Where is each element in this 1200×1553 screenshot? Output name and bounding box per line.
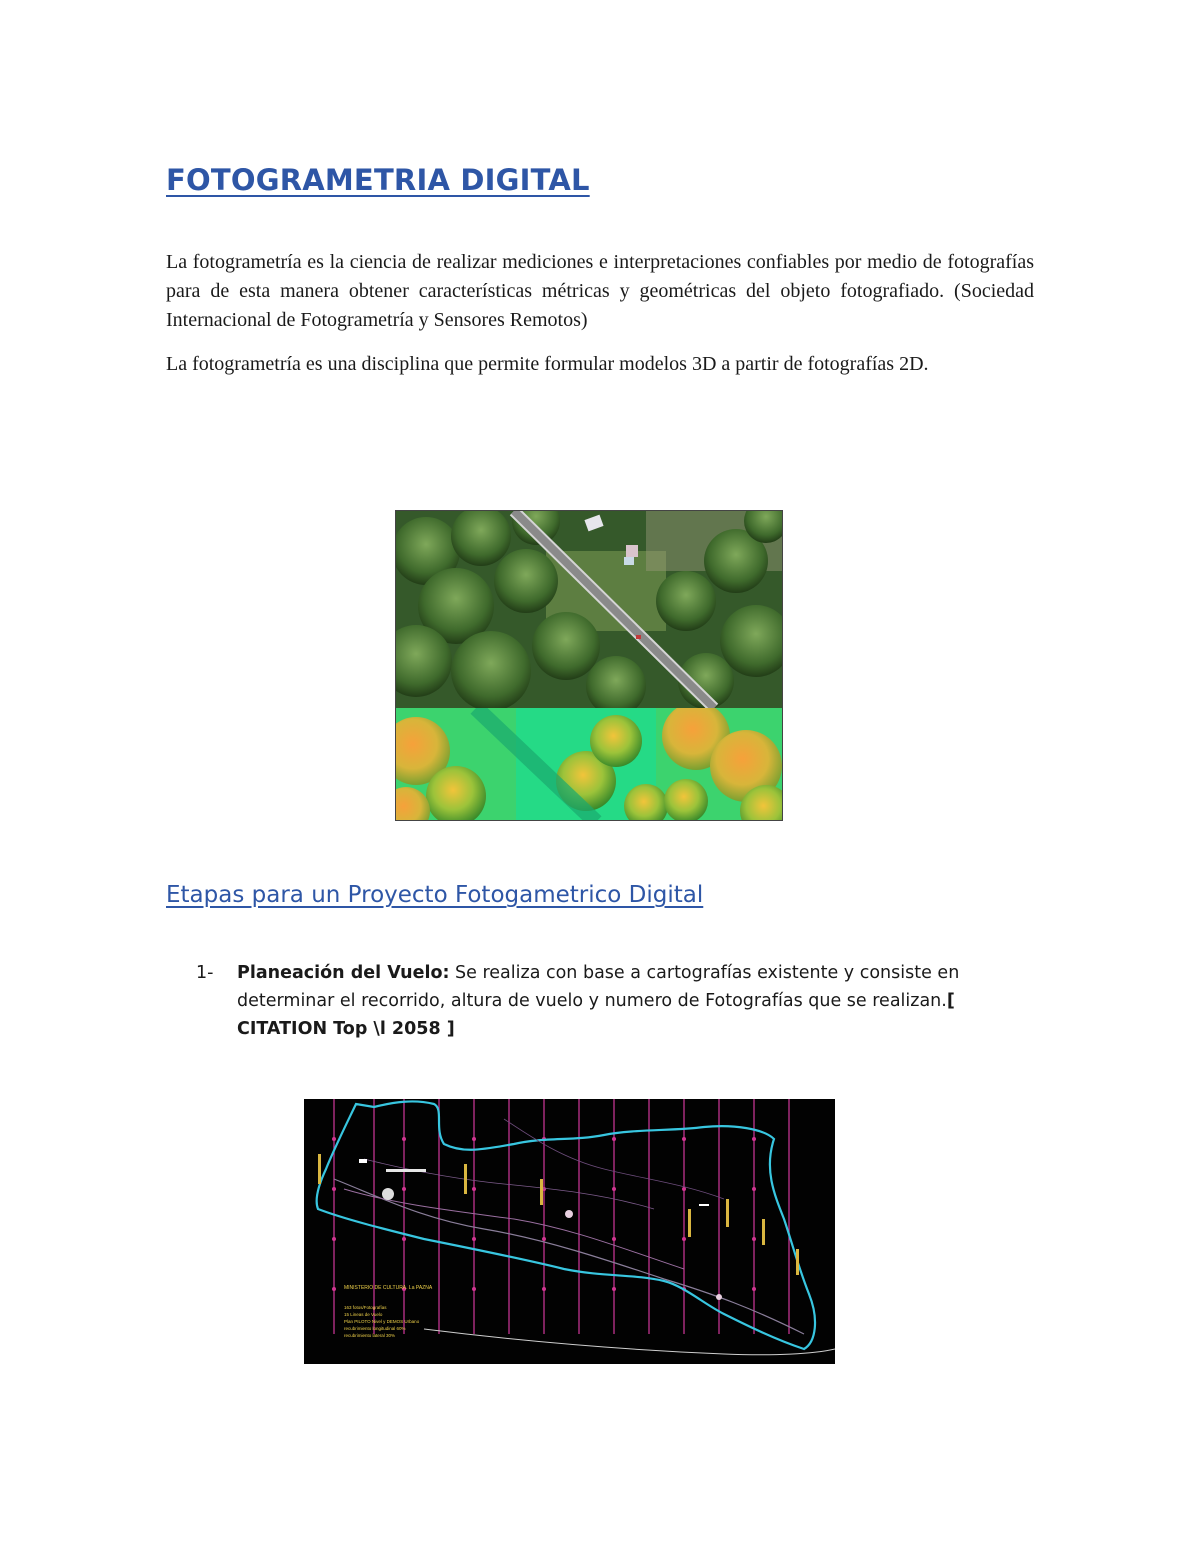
legend-line: recubrimiento lateral 30%: [344, 1333, 396, 1338]
legend-line: 163 fotos/Fotografías: [344, 1305, 387, 1310]
section-title: Etapas para un Proyecto Fotogametrico Digital: [166, 882, 704, 908]
aerial-photo-image: [396, 511, 783, 821]
legend-line: recubrimiento longitudinal 60%: [344, 1326, 406, 1331]
aerial-photo-figure: [395, 510, 783, 821]
list-item-text: Se realiza con base a cartografías existente y consiste en determinar el recorrido, altura de vuelo y numero de Fotografías que se realizan.: [237, 963, 960, 1011]
legend-line: 15 Lineas de Vuelo: [344, 1312, 383, 1317]
flight-plan-figure: [304, 1099, 835, 1364]
boundary-line: [317, 1101, 815, 1349]
flight-plan-map: [304, 1099, 835, 1364]
definition-paragraph: La fotogrametría es una disciplina que permite formular modelos 3D a partir de fotografías 2D.: [166, 353, 929, 375]
list-item-number: 1-: [196, 963, 214, 983]
citation-field: [ CITATION Top \l 2058 ]: [237, 991, 955, 1039]
legend-title: MINISTERIO DE CULTURA. La PAZNA: [344, 1285, 433, 1291]
list-item-body: [237, 959, 1037, 1043]
document-title: FOTOGRAMETRIA DIGITAL: [166, 163, 590, 197]
legend-line: Plan PILOTO Nivel y DEMOS Urbano: [344, 1319, 420, 1324]
intro-paragraph: La fotogrametría es la ciencia de realizar mediciones e interpretaciones confiables por medio de fotografías para de esta manera obtener características métricas y geométricas del objeto fotografiado. (Sociedad Internacional de Fotogrametría y Sensores Remotos): [166, 251, 1034, 331]
list-item-term: Planeación del Vuelo:: [237, 963, 450, 983]
